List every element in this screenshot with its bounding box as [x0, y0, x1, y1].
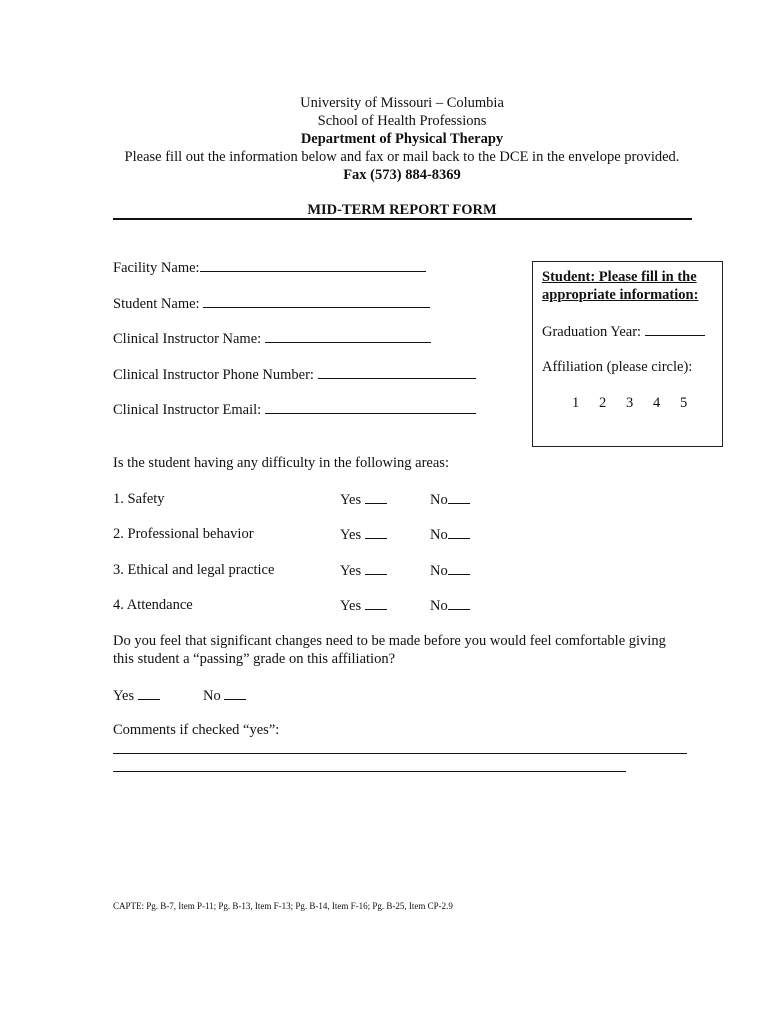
- affiliation-option-2[interactable]: 2: [599, 395, 607, 411]
- no-label: No: [430, 527, 448, 543]
- comments-label: Comments if checked “yes”:: [113, 722, 280, 738]
- ci-email-blank[interactable]: [265, 401, 476, 414]
- difficulty-item-attendance: 4. Attendance: [113, 597, 193, 613]
- no-label: No: [430, 492, 448, 508]
- graduation-year-row: [542, 323, 705, 341]
- affiliation-option-4[interactable]: 4: [653, 395, 661, 411]
- ci-email-row: [113, 401, 476, 419]
- fax-number: Fax (573) 884-8369: [343, 167, 461, 183]
- ethical-legal-no[interactable]: [430, 562, 470, 580]
- no-blank[interactable]: [224, 687, 246, 700]
- yes-label: Yes: [113, 688, 135, 704]
- facility-name-label: Facility Name:: [113, 260, 200, 276]
- ci-name-label: Clinical Instructor Name:: [113, 331, 262, 347]
- yes-blank[interactable]: [365, 562, 387, 575]
- ci-phone-label: Clinical Instructor Phone Number:: [113, 367, 314, 383]
- comments-line-1[interactable]: [113, 753, 687, 754]
- student-box-heading-line2: appropriate information:: [542, 287, 699, 303]
- yes-blank[interactable]: [365, 597, 387, 610]
- difficulty-item-ethical-legal: 3. Ethical and legal practice: [113, 562, 275, 578]
- no-label: No: [430, 563, 448, 579]
- no-blank[interactable]: [448, 491, 470, 504]
- ci-phone-blank[interactable]: [318, 366, 476, 379]
- difficulty-item-professional-behavior: 2. Professional behavior: [113, 526, 254, 542]
- affiliation-option-3[interactable]: 3: [626, 395, 634, 411]
- affiliation-option-1[interactable]: 1: [572, 395, 580, 411]
- professional-behavior-yes[interactable]: [340, 526, 387, 544]
- changes-no[interactable]: [203, 687, 246, 705]
- department-name: Department of Physical Therapy: [300, 131, 504, 147]
- instructions: Please fill out the information below and fax or mail back to the DCE in the envelope provided.: [124, 149, 680, 165]
- yes-label: Yes: [340, 563, 362, 579]
- graduation-year-label: Graduation Year:: [542, 324, 642, 340]
- professional-behavior-no[interactable]: [430, 526, 470, 544]
- difficulty-item-safety: 1. Safety: [113, 491, 165, 507]
- safety-no[interactable]: [430, 491, 470, 509]
- attendance-yes[interactable]: [340, 597, 387, 615]
- no-blank[interactable]: [448, 597, 470, 610]
- student-name-blank[interactable]: [203, 295, 430, 308]
- title-rule: [113, 218, 692, 220]
- yes-label: Yes: [340, 492, 362, 508]
- changes-yes[interactable]: [113, 687, 160, 705]
- comments-line-2[interactable]: [113, 771, 626, 772]
- graduation-year-blank[interactable]: [645, 323, 705, 336]
- student-name-row: [113, 295, 430, 313]
- yes-blank[interactable]: [365, 526, 387, 539]
- no-label: No: [430, 598, 448, 614]
- facility-name-row: [113, 259, 426, 277]
- yes-label: Yes: [340, 527, 362, 543]
- student-box-heading-line1: Student: Please fill in the: [542, 269, 697, 285]
- student-name-label: Student Name:: [113, 296, 200, 312]
- attendance-no[interactable]: [430, 597, 470, 615]
- student-box-heading: [542, 268, 698, 304]
- facility-name-blank[interactable]: [200, 259, 426, 272]
- no-blank[interactable]: [448, 526, 470, 539]
- affiliation-options: [572, 395, 707, 412]
- no-blank[interactable]: [448, 562, 470, 575]
- yes-blank[interactable]: [365, 491, 387, 504]
- ci-name-blank[interactable]: [265, 330, 431, 343]
- university-name: University of Missouri – Columbia: [300, 95, 504, 111]
- ci-email-label: Clinical Instructor Email:: [113, 402, 262, 418]
- safety-yes[interactable]: [340, 491, 387, 509]
- ci-name-row: [113, 330, 431, 348]
- ethical-legal-yes[interactable]: [340, 562, 387, 580]
- difficulty-question: Is the student having any difficulty in the following areas:: [113, 455, 449, 471]
- changes-question-line2: this student a “passing” grade on this affiliation?: [113, 651, 396, 667]
- changes-question-line1: Do you feel that significant changes need to be made before you would feel comfortable giving: [113, 633, 666, 649]
- capte-reference: CAPTE: Pg. B-7, Item P-11; Pg. B-13, Item F-13; Pg. B-14, Item F-16; Pg. B-25, Item CP-2.9: [113, 901, 453, 911]
- student-info-box: [532, 261, 723, 447]
- yes-label: Yes: [340, 598, 362, 614]
- form-title: MID-TERM REPORT FORM: [307, 202, 497, 218]
- school-name: School of Health Professions: [317, 113, 487, 129]
- yes-blank[interactable]: [138, 687, 160, 700]
- no-label: No: [203, 688, 221, 704]
- affiliation-option-5[interactable]: 5: [680, 395, 688, 411]
- ci-phone-row: [113, 366, 476, 384]
- affiliation-label: Affiliation (please circle):: [542, 359, 693, 375]
